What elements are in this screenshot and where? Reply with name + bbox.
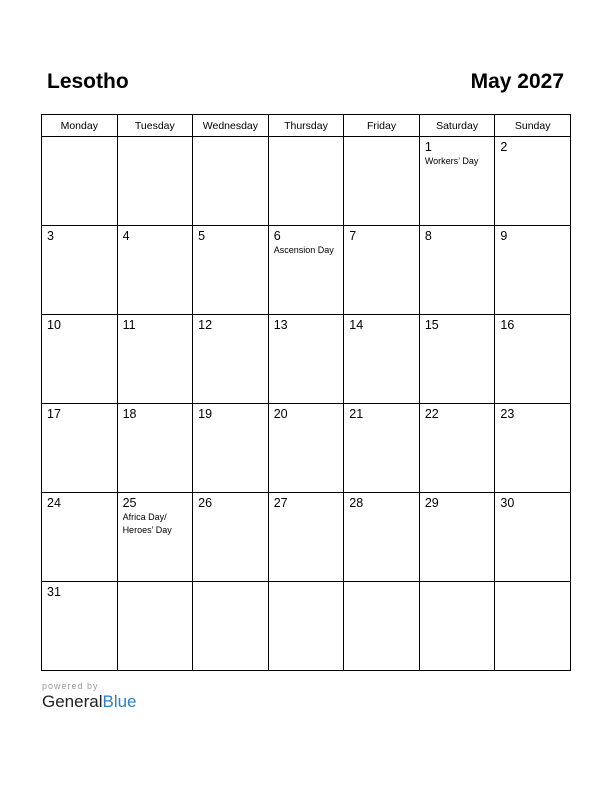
- weekday-header: Sunday: [495, 115, 571, 137]
- generalblue-logo: [42, 692, 137, 712]
- day-cell: [42, 137, 118, 226]
- country-title: Lesotho: [47, 70, 129, 93]
- day-number: 30: [500, 496, 515, 510]
- week-row: [42, 582, 571, 671]
- day-number: 27: [273, 496, 288, 510]
- day-cell: [42, 315, 118, 404]
- calendar-body: [42, 137, 571, 671]
- weekday-header: Tuesday: [117, 115, 193, 137]
- day-cell: [419, 226, 495, 315]
- weekday-header: Thursday: [268, 115, 344, 137]
- day-number: 4: [122, 229, 130, 243]
- day-cell: [42, 404, 118, 493]
- weekday-header: Monday: [42, 115, 118, 137]
- day-number: 25: [122, 496, 137, 510]
- calendar-header: [42, 68, 570, 102]
- day-cell: [117, 226, 193, 315]
- day-number: 26: [198, 496, 213, 510]
- day-number: 29: [424, 496, 439, 510]
- week-row: [42, 315, 571, 404]
- brand-blue-text: Blue: [102, 692, 137, 711]
- day-cell: [495, 226, 571, 315]
- day-number: 14: [349, 318, 364, 332]
- day-cell: [344, 493, 420, 582]
- day-number: 2: [500, 140, 508, 154]
- day-number: 28: [349, 496, 364, 510]
- holiday-label: Africa Day/ Heroes’ Day: [122, 512, 172, 535]
- day-cell: [42, 226, 118, 315]
- day-number: 5: [198, 229, 206, 243]
- week-row: [42, 137, 571, 226]
- day-number: 7: [349, 229, 357, 243]
- weekday-header-row: [42, 115, 571, 137]
- day-number: 31: [47, 585, 61, 599]
- day-number: 1: [424, 140, 432, 154]
- day-cell: [495, 493, 571, 582]
- day-cell: [419, 582, 495, 671]
- day-cell: [495, 137, 571, 226]
- day-cell: [193, 315, 269, 404]
- week-row: [42, 226, 571, 315]
- powered-by-label: powered by: [42, 681, 99, 691]
- day-number: 6: [273, 229, 281, 243]
- day-cell: [344, 137, 420, 226]
- day-cell: [42, 582, 118, 671]
- weekday-header: Wednesday: [193, 115, 269, 137]
- day-cell: [344, 404, 420, 493]
- day-cell: [193, 137, 269, 226]
- day-cell: [193, 582, 269, 671]
- day-number: 15: [424, 318, 439, 332]
- day-cell: [117, 493, 193, 582]
- day-number: 18: [122, 407, 137, 421]
- day-number: 22: [424, 407, 439, 421]
- calendar-grid: [41, 114, 571, 671]
- day-cell: [268, 315, 344, 404]
- brand-general-text: General: [42, 692, 103, 711]
- holiday-label: Workers’ Day: [424, 156, 479, 166]
- day-number: 8: [424, 229, 432, 243]
- weekday-header: Saturday: [419, 115, 495, 137]
- day-cell: [268, 137, 344, 226]
- day-cell: [344, 582, 420, 671]
- day-cell: [117, 315, 193, 404]
- day-number: 20: [273, 407, 288, 421]
- day-cell: [117, 582, 193, 671]
- day-cell: [268, 493, 344, 582]
- day-number: 24: [47, 496, 61, 510]
- footer-branding: [42, 681, 137, 712]
- day-number: 3: [47, 229, 54, 243]
- day-cell: [495, 582, 571, 671]
- day-cell: [117, 404, 193, 493]
- day-cell: [268, 226, 344, 315]
- day-cell: [344, 315, 420, 404]
- holiday-label: Ascension Day: [273, 245, 334, 255]
- day-number: 13: [273, 318, 288, 332]
- day-cell: [268, 582, 344, 671]
- week-row: [42, 404, 571, 493]
- month-title: May 2027: [470, 70, 564, 93]
- day-number: 16: [500, 318, 515, 332]
- day-number: 23: [500, 407, 515, 421]
- day-cell: [495, 404, 571, 493]
- day-number: 9: [500, 229, 508, 243]
- day-cell: [419, 315, 495, 404]
- day-number: 10: [47, 318, 61, 332]
- day-cell: [117, 137, 193, 226]
- day-number: 21: [349, 407, 364, 421]
- weekday-header: Friday: [344, 115, 420, 137]
- day-cell: [495, 315, 571, 404]
- day-cell: [193, 493, 269, 582]
- day-cell: [42, 493, 118, 582]
- day-cell: [193, 404, 269, 493]
- week-row: [42, 493, 571, 582]
- day-cell: [193, 226, 269, 315]
- day-cell: [344, 226, 420, 315]
- day-number: 12: [198, 318, 213, 332]
- day-number: 17: [47, 407, 61, 421]
- day-number: 11: [122, 318, 136, 332]
- day-cell: [419, 404, 495, 493]
- day-cell: [268, 404, 344, 493]
- day-cell: [419, 137, 495, 226]
- day-cell: [419, 493, 495, 582]
- day-number: 19: [198, 407, 213, 421]
